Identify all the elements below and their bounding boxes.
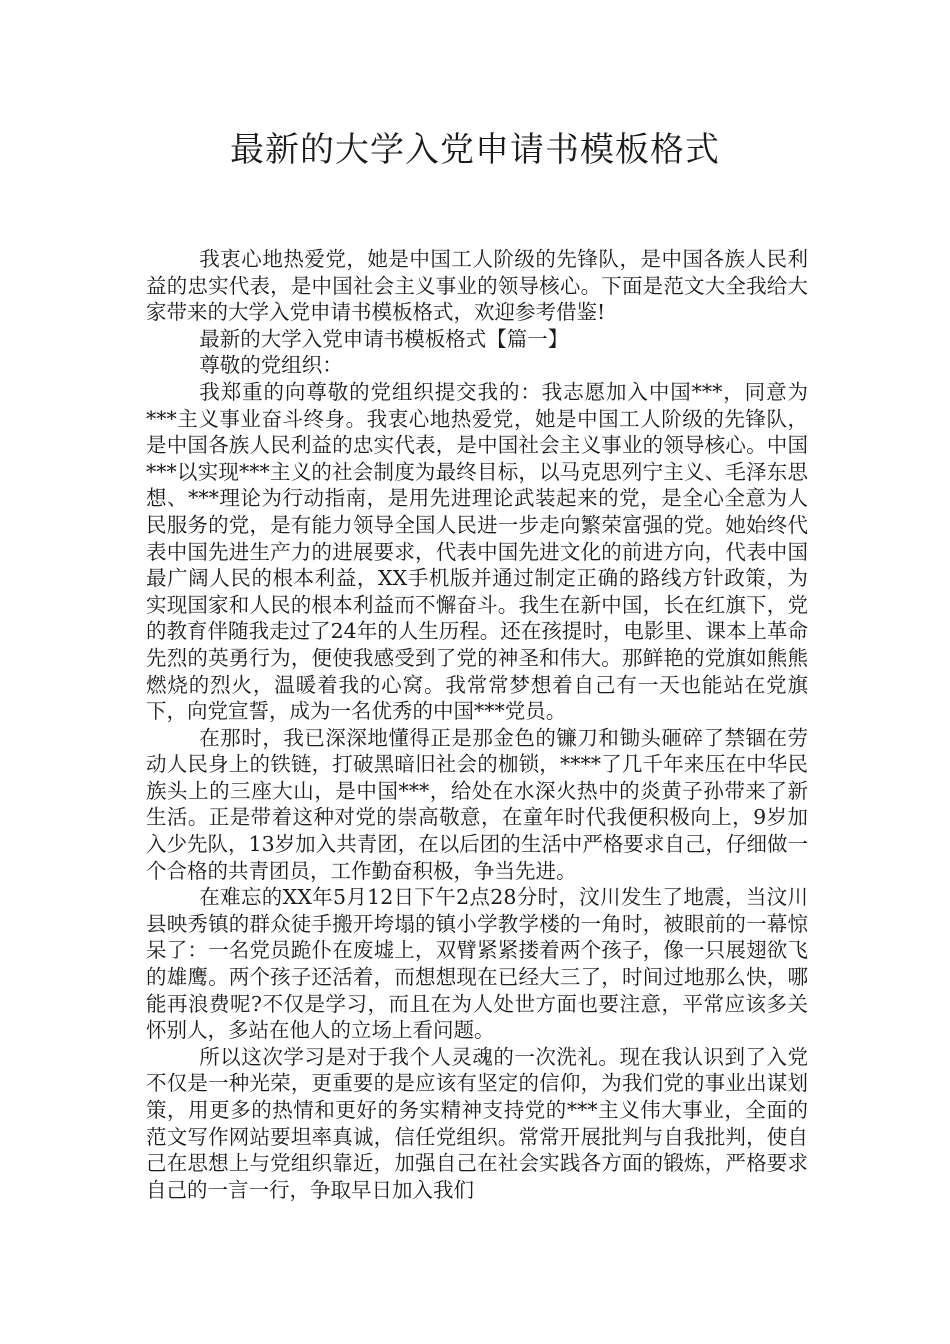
salutation: 尊敬的党组织： <box>199 353 343 378</box>
section-heading: 最新的大学入党申请书模板格式【篇一】 <box>199 326 569 351</box>
document-body <box>146 246 808 1203</box>
body-paragraph: 所以这次学习是对于我个人灵魂的一次洗礼。现在我认识到了入党不仅是一种光荣，更重要的是应该有坚定的信仰，为我们党的事业出谋划策，用更多的热情和更好的务实精神支持党的***主义伟大事业，全面的范文写作网站要坦率真诚，信任党组织。常常开展批判与自我批判，使自己在思想上与党组织靠近，加强自己在社会实践各方面的锻炼，严格要求自己的一言一行，争取早日加入我们 <box>146 1044 808 1202</box>
body-paragraph: 在那时，我已深深地懂得正是那金色的镰刀和锄头砸碎了禁锢在劳动人民身上的铁链，打破黑暗旧社会的枷锁，****了几千年来压在中华民族头上的三座大山，是中国***，给处在水深火热中的炎黄子孙带来了新生活。正是带着这种对党的崇高敬意，在童年时代我便积极向上，9岁加入少先队，13岁加入共青团，在以后团的生活中严格要求自己，仔细做一个合格的共青团员，工作勤奋积极，争当先进。 <box>146 725 808 883</box>
body-paragraph: 在难忘的XX年5月12日下午2点28分时，汶川发生了地震，当汶川县映秀镇的群众徒手搬开垮塌的镇小学教学楼的一角时，被眼前的一幕惊呆了：一名党员跪仆在废墟上，双臂紧紧搂着两个孩子，像一只展翅欲飞的雄鹰。两个孩子还活着，而想想现在已经大三了，时间过地那么快，哪能再浪费呢?不仅是学习，而且在为人处世方面也要注意，平常应该多关怀别人，多站在他人的立场上看问题。 <box>146 885 808 1043</box>
intro-paragraph: 我衷心地热爱党，她是中国工人阶级的先锋队，是中国各族人民利益的忠实代表，是中国社会主义事业的领导核心。下面是范文大全我给大家带来的大学入党申请书模板格式，欢迎参考借鉴! <box>146 247 808 325</box>
document-title: 最新的大学入党申请书模板格式 <box>230 130 720 170</box>
body-paragraph: 我郑重的向尊敬的党组织提交我的：我志愿加入中国***，同意为***主义事业奋斗终身。我衷心地热爱党，她是中国工人阶级的先锋队，是中国各族人民利益的忠实代表，是中国社会主义事业的领导核心。中国***以实现***主义的社会制度为最终目标，以马克思列宁主义、毛泽东思想、***理论为行动指南，是用先进理论武装起来的党，是全心全意为人民服务的党，是有能力领导全国人民进一步走向繁荣富强的党。她始终代表中国先进生产力的进展要求，代表中国先进文化的前进方向，代表中国最广阔人民的根本利益，XX手机版并通过制定正确的路线方针政策，为实现国家和人民的根本利益而不懈奋斗。我生在新中国，长在红旗下，党的教育伴随我走过了24年的人生历程。还在孩提时，电影里、课本上革命先烈的英勇行为，便使我感受到了党的神圣和伟大。那鲜艳的党旗如熊熊燃烧的烈火，温暖着我的心窝。我常常梦想着自己有一天也能站在党旗下，向党宣誓，成为一名优秀的中国***党员。 <box>146 379 808 724</box>
